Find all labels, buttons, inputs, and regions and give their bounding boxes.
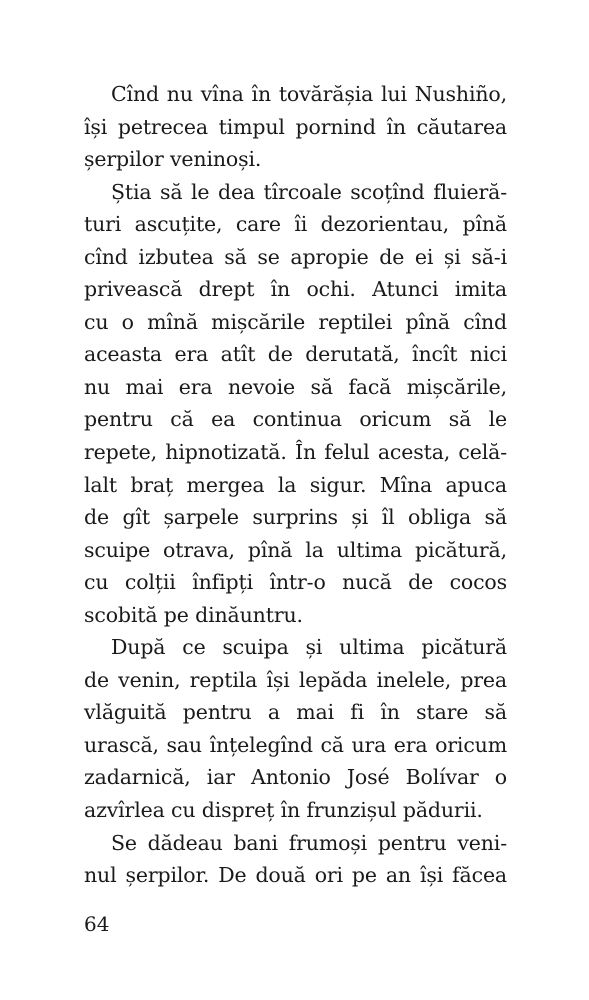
text-line: scobită pe dinăuntru. xyxy=(84,602,303,627)
text-line: nul șerpilor. De două ori pe an își făcea xyxy=(84,863,507,888)
text-line: de venin, reptila își lepăda inelele, prea xyxy=(84,667,507,692)
text-line: lalt braț mergea la sigur. Mîna apuca xyxy=(84,472,507,497)
text-line: Știa să le dea tîrcoale scoțînd fluieră- xyxy=(111,179,507,204)
text-line: zadarnică, iar Antonio José Bolívar o xyxy=(84,765,507,790)
text-line: vlăguită pentru a mai fi în stare să xyxy=(84,700,507,725)
text-line: Se dădeau bani frumoși pentru veni- xyxy=(111,830,507,855)
text-line: aceasta era atît de derutată, încît nici xyxy=(84,342,507,367)
text-line: pentru că ea continua oricum să le xyxy=(84,407,507,432)
text-line: cu colții înfipți într-o nucă de cocos xyxy=(84,570,507,595)
text-line: cînd izbutea să se apropie de ei și să-i xyxy=(84,244,507,269)
text-line: de gît șarpele surprins și îl obliga să xyxy=(84,505,507,530)
text-line: șerpilor veninoși. xyxy=(84,147,262,172)
text-line: scuipe otrava, pînă la ultima picătură, xyxy=(84,537,507,562)
text-line: După ce scuipa și ultima picătură xyxy=(111,635,507,660)
text-line: azvîrlea cu dispreț în frunzișul pădurii. xyxy=(84,798,483,823)
text-line: turi ascuțite, care îi dezorientau, pînă xyxy=(84,212,507,237)
page-number: 64 xyxy=(84,912,110,936)
text-line: urască, sau înțelegînd că ura era oricum xyxy=(84,732,507,757)
body-text xyxy=(84,78,507,892)
text-line: privească drept în ochi. Atunci imita xyxy=(84,277,507,302)
text-line: repete, hipnotizată. În felul acesta, celă- xyxy=(84,440,507,465)
text-line: nu mai era nevoie să facă mișcările, xyxy=(84,374,507,399)
text-line: Cînd nu vîna în tovărășia lui Nushiño, xyxy=(111,82,507,106)
text-line: cu o mînă mișcările reptilei pînă cînd xyxy=(84,309,507,334)
text-line: își petrecea timpul pornind în căutarea xyxy=(84,114,507,139)
